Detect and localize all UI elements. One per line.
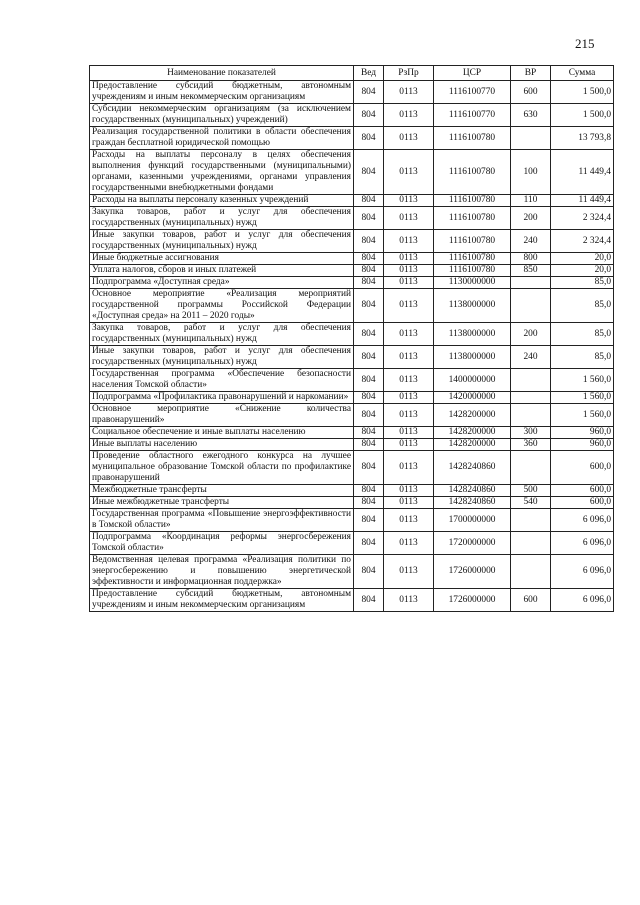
cell-csr: 1726000000: [434, 589, 511, 612]
cell-ved: 804: [354, 230, 384, 253]
header-vr: ВР: [511, 66, 551, 81]
cell-name: Ведомственная целевая программа «Реализация политики по энергосбережению и повышению энергетической эффективности и информационная поддержка»: [90, 555, 354, 589]
cell-rzpr: 0113: [384, 323, 434, 346]
header-name: Наименование показателей: [90, 66, 354, 81]
table-row: [90, 104, 614, 127]
cell-sum: 20,0: [551, 265, 614, 277]
table-header-row: [90, 66, 614, 81]
cell-name: Иные закупки товаров, работ и услуг для обеспечения государственных (муниципальных) нужд: [90, 230, 354, 253]
cell-ved: 804: [354, 555, 384, 589]
cell-csr: 1700000000: [434, 509, 511, 532]
cell-rzpr: 0113: [384, 207, 434, 230]
cell-sum: 1 500,0: [551, 104, 614, 127]
cell-csr: 1138000000: [434, 323, 511, 346]
cell-rzpr: 0113: [384, 589, 434, 612]
cell-name: Реализация государственной политики в области обеспечения граждан бесплатной юридической помощью: [90, 127, 354, 150]
cell-vr: [511, 532, 551, 555]
header-csr: ЦСР: [434, 66, 511, 81]
cell-ved: 804: [354, 404, 384, 427]
cell-name: Иные закупки товаров, работ и услуг для обеспечения государственных (муниципальных) нужд: [90, 346, 354, 369]
cell-vr: 360: [511, 439, 551, 451]
cell-csr: 1720000000: [434, 532, 511, 555]
cell-rzpr: 0113: [384, 404, 434, 427]
page-number: 215: [575, 36, 595, 51]
cell-csr: 1116100770: [434, 104, 511, 127]
cell-csr: 1138000000: [434, 289, 511, 323]
cell-ved: 804: [354, 427, 384, 439]
cell-sum: 85,0: [551, 323, 614, 346]
cell-sum: 6 096,0: [551, 509, 614, 532]
cell-rzpr: 0113: [384, 392, 434, 404]
cell-csr: 1428200000: [434, 439, 511, 451]
cell-ved: 804: [354, 81, 384, 104]
cell-vr: [511, 392, 551, 404]
cell-csr: 1726000000: [434, 555, 511, 589]
cell-sum: 1 560,0: [551, 369, 614, 392]
cell-sum: 6 096,0: [551, 532, 614, 555]
table-row: [90, 392, 614, 404]
table-row: [90, 427, 614, 439]
cell-sum: 600,0: [551, 451, 614, 485]
cell-name: Основное мероприятие «Реализация мероприятий государственной программы Российской Федерации «Доступная среда» на 2011 – 2020 годы»: [90, 289, 354, 323]
table-row: [90, 207, 614, 230]
header-sum: Сумма: [551, 66, 614, 81]
cell-rzpr: 0113: [384, 150, 434, 195]
cell-name: Основное мероприятие «Снижение количества правонарушений»: [90, 404, 354, 427]
cell-name: Государственная программа «Обеспечение безопасности населения Томской области»: [90, 369, 354, 392]
cell-vr: 200: [511, 207, 551, 230]
cell-rzpr: 0113: [384, 127, 434, 150]
cell-ved: 804: [354, 253, 384, 265]
cell-csr: 1428200000: [434, 404, 511, 427]
table-row: [90, 485, 614, 497]
cell-name: Предоставление субсидий бюджетным, автономным учреждениям и иным некоммерческим организациям: [90, 81, 354, 104]
cell-sum: 600,0: [551, 497, 614, 509]
cell-ved: 804: [354, 127, 384, 150]
cell-name: Подпрограмма «Доступная среда»: [90, 277, 354, 289]
table-row: [90, 346, 614, 369]
cell-ved: 804: [354, 369, 384, 392]
cell-rzpr: 0113: [384, 81, 434, 104]
cell-ved: 804: [354, 509, 384, 532]
cell-sum: 960,0: [551, 427, 614, 439]
cell-name: Расходы на выплаты персоналу казенных учреждений: [90, 195, 354, 207]
cell-name: Предоставление субсидий бюджетным, автономным учреждениям и иным некоммерческим организациям: [90, 589, 354, 612]
cell-name: Расходы на выплаты персоналу в целях обеспечения выполнения функций государственными (муниципальными) органами, казенными учреждениями, органами управления государственными внебюджетными фондами: [90, 150, 354, 195]
cell-ved: 804: [354, 532, 384, 555]
cell-ved: 804: [354, 195, 384, 207]
table-row: [90, 369, 614, 392]
cell-csr: 1428240860: [434, 497, 511, 509]
cell-ved: 804: [354, 265, 384, 277]
cell-vr: 630: [511, 104, 551, 127]
cell-sum: 6 096,0: [551, 589, 614, 612]
cell-sum: 2 324,4: [551, 207, 614, 230]
cell-csr: 1116100780: [434, 265, 511, 277]
cell-ved: 804: [354, 207, 384, 230]
cell-csr: 1116100780: [434, 230, 511, 253]
cell-vr: 100: [511, 150, 551, 195]
cell-csr: 1428240860: [434, 485, 511, 497]
cell-csr: 1116100780: [434, 253, 511, 265]
cell-ved: 804: [354, 150, 384, 195]
cell-ved: 804: [354, 439, 384, 451]
table-row: [90, 532, 614, 555]
cell-rzpr: 0113: [384, 369, 434, 392]
header-ved: Вед: [354, 66, 384, 81]
cell-rzpr: 0113: [384, 439, 434, 451]
cell-csr: 1116100780: [434, 127, 511, 150]
cell-rzpr: 0113: [384, 289, 434, 323]
cell-ved: 804: [354, 497, 384, 509]
cell-rzpr: 0113: [384, 195, 434, 207]
table-row: [90, 150, 614, 195]
cell-rzpr: 0113: [384, 509, 434, 532]
cell-rzpr: 0113: [384, 230, 434, 253]
cell-name: Социальное обеспечение и иные выплаты населению: [90, 427, 354, 439]
cell-sum: 1 500,0: [551, 81, 614, 104]
cell-rzpr: 0113: [384, 104, 434, 127]
cell-rzpr: 0113: [384, 265, 434, 277]
cell-sum: 20,0: [551, 253, 614, 265]
cell-name: Проведение областного ежегодного конкурса на лучшее муниципальное образование Томской области по профилактике правонарушений: [90, 451, 354, 485]
cell-rzpr: 0113: [384, 346, 434, 369]
cell-vr: 500: [511, 485, 551, 497]
cell-sum: 960,0: [551, 439, 614, 451]
table-row: [90, 323, 614, 346]
cell-rzpr: 0113: [384, 485, 434, 497]
cell-rzpr: 0113: [384, 277, 434, 289]
cell-ved: 804: [354, 451, 384, 485]
cell-rzpr: 0113: [384, 427, 434, 439]
table-row: [90, 195, 614, 207]
cell-csr: 1116100780: [434, 207, 511, 230]
cell-vr: [511, 127, 551, 150]
table-row: [90, 253, 614, 265]
header-rzpr: РзПр: [384, 66, 434, 81]
budget-table: [89, 65, 614, 612]
cell-name: Иные бюджетные ассигнования: [90, 253, 354, 265]
cell-ved: 804: [354, 392, 384, 404]
table-row: [90, 265, 614, 277]
cell-vr: 240: [511, 230, 551, 253]
cell-ved: 804: [354, 346, 384, 369]
table-row: [90, 230, 614, 253]
cell-csr: 1116100770: [434, 81, 511, 104]
cell-rzpr: 0113: [384, 497, 434, 509]
table-row: [90, 451, 614, 485]
cell-vr: 110: [511, 195, 551, 207]
cell-rzpr: 0113: [384, 532, 434, 555]
cell-name: Уплата налогов, сборов и иных платежей: [90, 265, 354, 277]
cell-vr: [511, 289, 551, 323]
cell-vr: 300: [511, 427, 551, 439]
cell-csr: 1428240860: [434, 451, 511, 485]
cell-vr: [511, 404, 551, 427]
cell-sum: 11 449,4: [551, 150, 614, 195]
cell-sum: 1 560,0: [551, 404, 614, 427]
cell-sum: 85,0: [551, 289, 614, 323]
cell-name: Иные межбюджетные трансферты: [90, 497, 354, 509]
cell-vr: [511, 555, 551, 589]
table-row: [90, 127, 614, 150]
cell-name: Государственная программа «Повышение энергоэффективности в Томской области»: [90, 509, 354, 532]
cell-vr: [511, 369, 551, 392]
cell-name: Субсидии некоммерческим организациям (за исключением государственных (муниципальных) учреждений): [90, 104, 354, 127]
table-row: [90, 555, 614, 589]
cell-name: Подпрограмма «Профилактика правонарушений и наркомании»: [90, 392, 354, 404]
table-row: [90, 404, 614, 427]
table-row: [90, 589, 614, 612]
cell-ved: 804: [354, 589, 384, 612]
cell-sum: 85,0: [551, 277, 614, 289]
cell-vr: [511, 451, 551, 485]
cell-ved: 804: [354, 277, 384, 289]
cell-csr: 1138000000: [434, 346, 511, 369]
cell-rzpr: 0113: [384, 253, 434, 265]
cell-ved: 804: [354, 104, 384, 127]
cell-sum: 6 096,0: [551, 555, 614, 589]
cell-csr: 1130000000: [434, 277, 511, 289]
cell-csr: 1428200000: [434, 427, 511, 439]
cell-csr: 1420000000: [434, 392, 511, 404]
cell-name: Закупка товаров, работ и услуг для обеспечения государственных (муниципальных) нужд: [90, 323, 354, 346]
cell-ved: 804: [354, 289, 384, 323]
table-row: [90, 509, 614, 532]
cell-ved: 804: [354, 485, 384, 497]
table-row: [90, 497, 614, 509]
cell-vr: 540: [511, 497, 551, 509]
cell-vr: 850: [511, 265, 551, 277]
table-row: [90, 289, 614, 323]
cell-name: Закупка товаров, работ и услуг для обеспечения государственных (муниципальных) нужд: [90, 207, 354, 230]
table-row: [90, 277, 614, 289]
cell-sum: 13 793,8: [551, 127, 614, 150]
table-row: [90, 81, 614, 104]
cell-vr: [511, 277, 551, 289]
cell-vr: 600: [511, 81, 551, 104]
cell-sum: 85,0: [551, 346, 614, 369]
cell-vr: 240: [511, 346, 551, 369]
cell-csr: 1116100780: [434, 195, 511, 207]
cell-rzpr: 0113: [384, 451, 434, 485]
cell-ved: 804: [354, 323, 384, 346]
cell-vr: 600: [511, 589, 551, 612]
cell-name: Межбюджетные трансферты: [90, 485, 354, 497]
cell-sum: 600,0: [551, 485, 614, 497]
cell-name: Иные выплаты населению: [90, 439, 354, 451]
cell-sum: 2 324,4: [551, 230, 614, 253]
table-row: [90, 439, 614, 451]
cell-sum: 1 560,0: [551, 392, 614, 404]
cell-vr: [511, 509, 551, 532]
cell-name: Подпрограмма «Координация реформы энергосбережения Томской области»: [90, 532, 354, 555]
cell-rzpr: 0113: [384, 555, 434, 589]
cell-vr: 200: [511, 323, 551, 346]
cell-vr: 800: [511, 253, 551, 265]
cell-csr: 1400000000: [434, 369, 511, 392]
cell-csr: 1116100780: [434, 150, 511, 195]
cell-sum: 11 449,4: [551, 195, 614, 207]
